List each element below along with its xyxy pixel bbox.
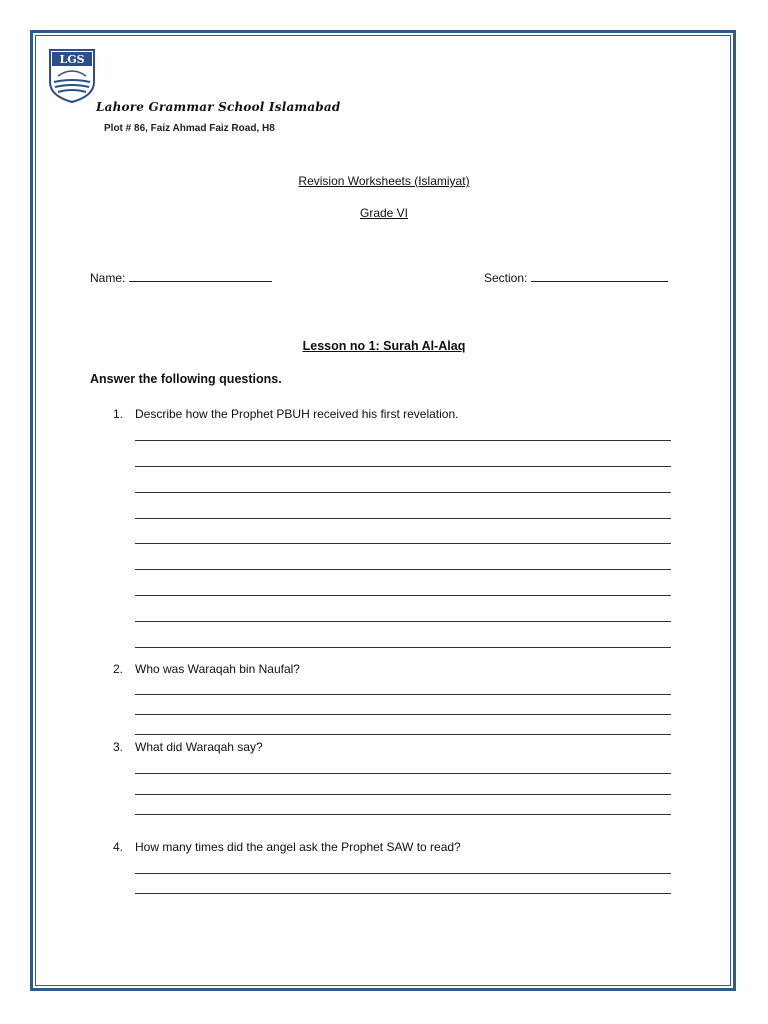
question-text: What did Waraqah say? — [135, 740, 263, 754]
answer-line[interactable] — [135, 647, 671, 648]
section-label: Section: — [484, 271, 528, 285]
answer-line[interactable] — [135, 595, 671, 596]
lesson-heading: Lesson no 1: Surah Al-Alaq — [302, 339, 466, 353]
answer-line[interactable] — [135, 492, 671, 493]
answer-line[interactable] — [135, 893, 671, 894]
name-label: Name: — [90, 271, 126, 285]
question-number: 1. — [113, 407, 124, 421]
question-number: 4. — [113, 840, 124, 854]
answer-line[interactable] — [135, 621, 671, 622]
logo-lettering: LGS — [59, 53, 85, 66]
worksheet-title: Revision Worksheets (Islamiyat) — [298, 174, 470, 188]
answer-line[interactable] — [135, 569, 671, 570]
question-3 — [113, 740, 263, 754]
answer-line[interactable] — [135, 773, 671, 774]
section-blank-line[interactable] — [531, 271, 668, 282]
question-text: Describe how the Prophet PBUH received his first revelation. — [135, 407, 459, 421]
answer-line[interactable] — [135, 543, 671, 544]
answer-line[interactable] — [135, 518, 671, 519]
question-4 — [113, 840, 461, 854]
answer-line[interactable] — [135, 440, 671, 441]
answer-line[interactable] — [135, 466, 671, 467]
answer-line[interactable] — [135, 734, 671, 735]
instruction-text: Answer the following questions. — [90, 372, 282, 386]
question-text: How many times did the angel ask the Prophet SAW to read? — [135, 840, 461, 854]
school-logo — [48, 48, 96, 104]
name-blank-line[interactable] — [129, 271, 272, 282]
answer-line[interactable] — [135, 794, 671, 795]
answer-line[interactable] — [135, 873, 671, 874]
question-1 — [113, 407, 458, 421]
school-name: Lahore Grammar School Islamabad — [96, 100, 341, 114]
school-address: Plot # 86, Faiz Ahmad Faiz Road, H8 — [104, 123, 275, 134]
worksheet-grade: Grade VI — [359, 206, 409, 220]
section-field — [484, 271, 668, 285]
name-field — [90, 271, 272, 285]
answer-line[interactable] — [135, 814, 671, 815]
answer-line[interactable] — [135, 694, 671, 695]
question-number: 2. — [113, 662, 124, 676]
question-2 — [113, 662, 300, 676]
question-text: Who was Waraqah bin Naufal? — [135, 662, 300, 676]
answer-line[interactable] — [135, 714, 671, 715]
question-number: 3. — [113, 740, 124, 754]
